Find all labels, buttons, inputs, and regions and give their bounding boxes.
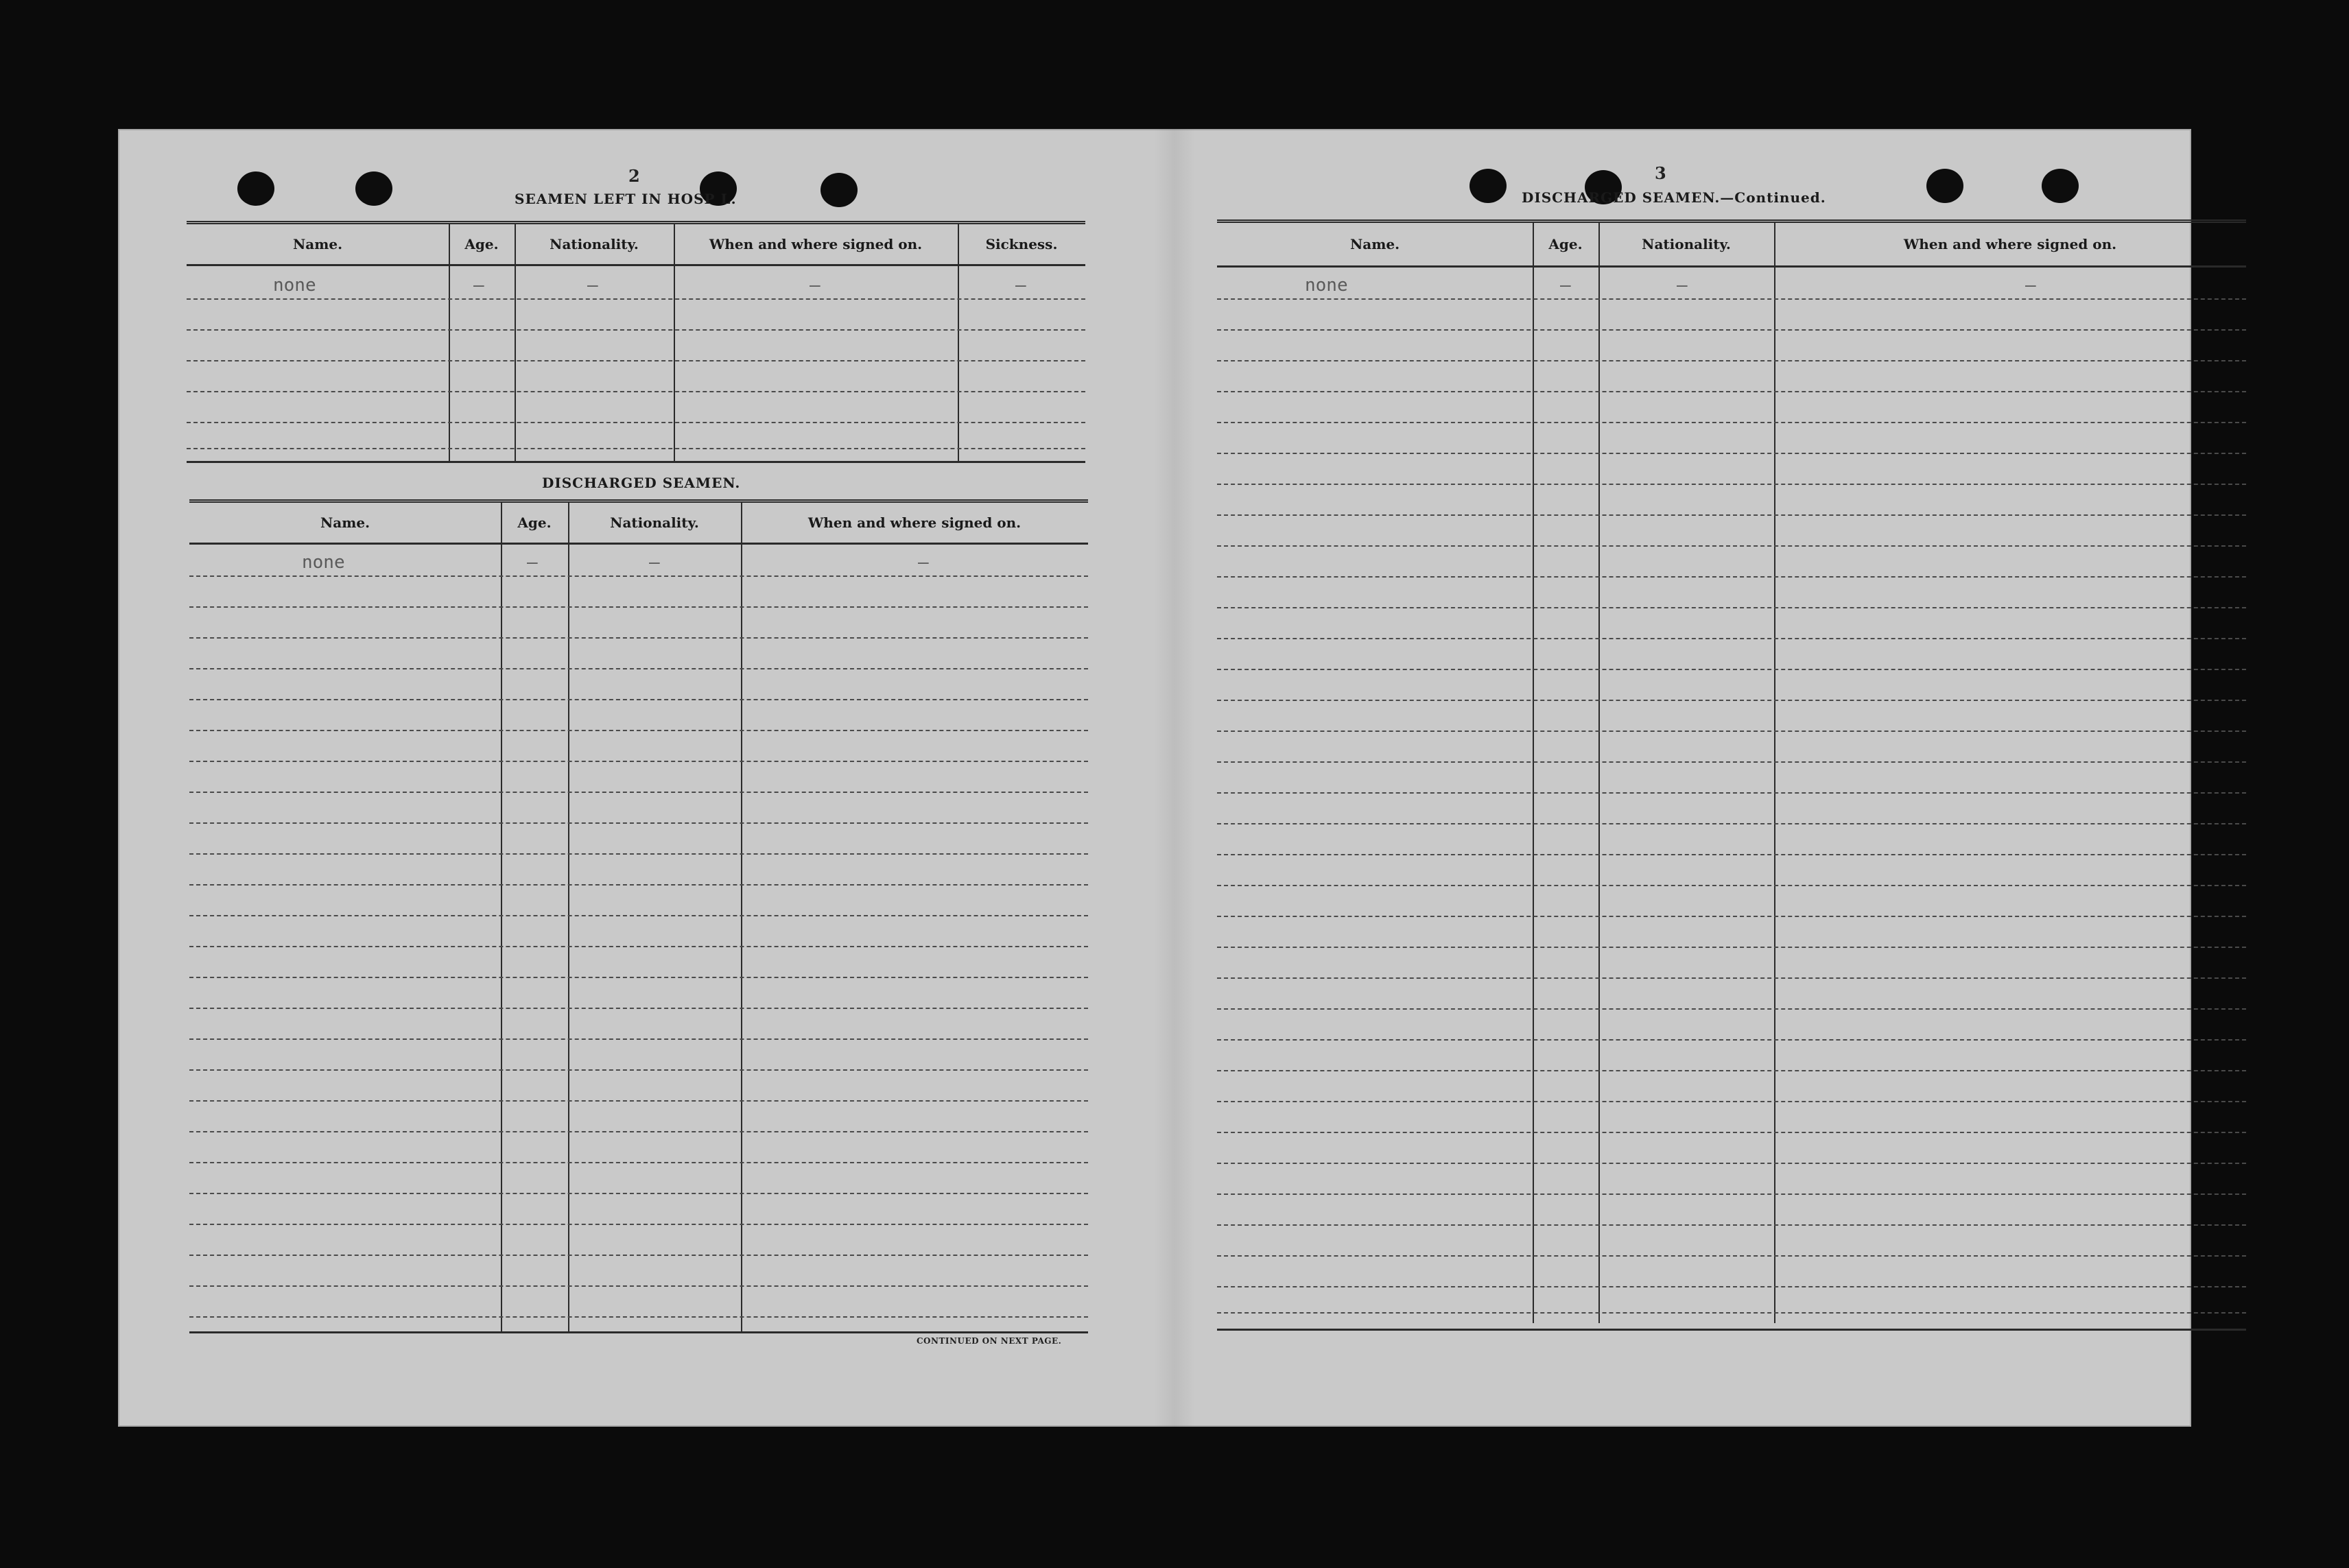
col-header-age: Age. — [464, 236, 499, 252]
col-header-signed-on: When and where signed on. — [807, 514, 1022, 531]
col-header-nationality: Nationality. — [610, 514, 699, 531]
punch-hole — [2042, 169, 2079, 203]
hospital-entry-signed-on: – — [810, 275, 821, 296]
document-spread — [118, 129, 2191, 1427]
hospital-entry-age: – — [473, 275, 484, 296]
continued-note: CONTINUED ON NEXT PAGE. — [917, 1336, 1062, 1346]
continued-entry-name: none — [1305, 275, 1348, 296]
discharged-entry-signed-on: – — [918, 552, 929, 573]
right-page-number: 3 — [1655, 163, 1666, 183]
hospital-entry-sickness: – — [1015, 275, 1026, 296]
hospital-section-title: SEAMEN LEFT IN HOSP L. — [515, 191, 737, 207]
discharged-continued-header — [1217, 223, 2246, 268]
left-page-number: 2 — [628, 166, 640, 186]
hospital-entry-nationality: – — [587, 275, 598, 296]
punch-hole — [237, 171, 274, 206]
col-header-nationality: Nationality. — [1642, 236, 1731, 252]
discharged-entry-name: none — [302, 552, 345, 573]
discharged-continued-table — [1217, 219, 2246, 1333]
punch-hole — [821, 173, 858, 207]
continued-entry-nationality: – — [1677, 275, 1688, 296]
hospital-entry-name: none — [273, 275, 316, 296]
continued-entry-age: – — [1560, 275, 1571, 296]
discharged-section-title: DISCHARGED SEAMEN. — [542, 475, 741, 491]
col-header-sickness: Sickness. — [985, 236, 1058, 252]
continued-entry-signed-on: – — [2025, 275, 2036, 296]
punch-hole — [355, 171, 392, 206]
discharged-continued-title: DISCHARGED SEAMEN.—Continued. — [1522, 189, 1826, 206]
discharged-table-header — [189, 503, 1088, 545]
col-header-name: Name. — [320, 514, 370, 531]
col-header-nationality: Nationality. — [550, 236, 639, 252]
hospital-table-header — [187, 224, 1085, 266]
col-header-name: Name. — [1349, 236, 1400, 252]
hospital-table — [187, 221, 1085, 463]
discharged-table — [189, 499, 1088, 1334]
col-header-age: Age. — [517, 514, 552, 531]
discharged-entry-nationality: – — [649, 552, 660, 573]
col-header-signed-on: When and where signed on. — [1903, 236, 2117, 252]
punch-hole — [1926, 169, 1963, 203]
col-header-age: Age. — [1548, 236, 1583, 252]
col-header-signed-on: When and where signed on. — [709, 236, 923, 252]
discharged-entry-age: – — [527, 552, 538, 573]
col-header-name: Name. — [292, 236, 343, 252]
punch-hole — [1469, 169, 1507, 203]
